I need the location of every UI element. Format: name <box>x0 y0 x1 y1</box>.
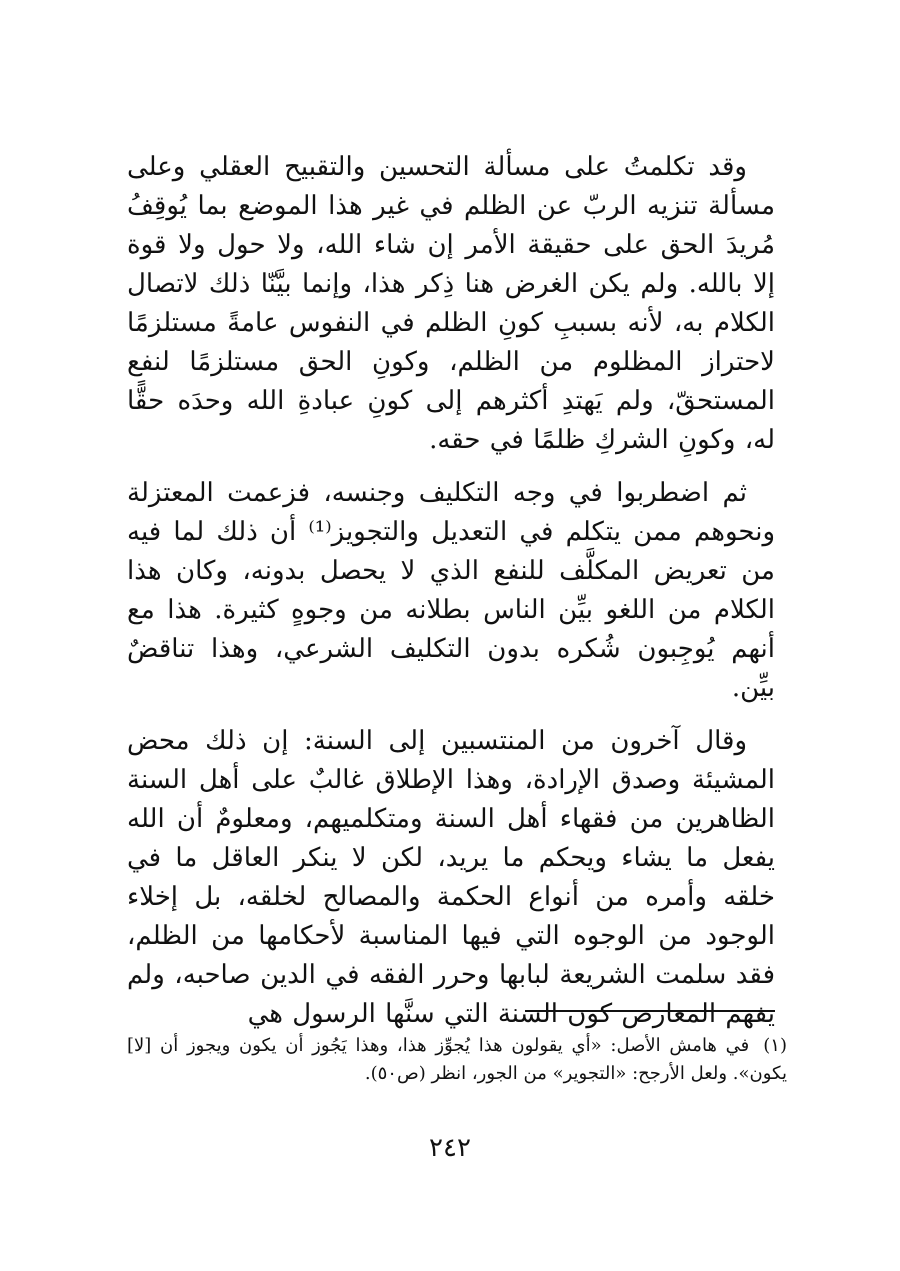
footnote-text: في هامش الأصل: «أي يقولون هذا يُجوِّز هذا، وهذا يَجُوز أن يكون ويجوز أن [لا] يكون». ولعل الأرجح: «التجوير» من الجور، انظر (ص٥٠). <box>127 1035 787 1084</box>
footnote-marker: (١) <box>763 1035 787 1056</box>
paragraph-3: وقال آخرون من المنتسبين إلى السنة: إن ذلك محض المشيئة وصدق الإرادة، وهذا الإطلاق غالبٌ على أهل السنة الظاهرين من فقهاء أهل السنة ومتكلميهم، ومعلومٌ أن الله يفعل ما يشاء ويحكم ما يريد، لكن لا ينكر العاقل ما في خلقه وأمره من أنواع الحكمة والمصالح لخلقه، بل إخلاء الوجود من الوجوه التي فيها المناسبة لأحكامها من الظلم، فقد سلمت الشريعة لبابها وحرر الفقه في الدين صاحبه، ولم يفهم المعارض كون السنة التي سنَّها الرسول هي <box>127 726 775 1029</box>
footnote <box>127 1032 787 1088</box>
paragraph-1: وقد تكلمتُ على مسألة التحسين والتقبيح العقلي وعلى مسألة تنزيه الربّ عن الظلم في غير هذا الموضع بما يُوقِفُ مُريدَ الحق على حقيقة الأمر إن شاء الله، ولا حول ولا قوة إلا بالله. ولم يكن الغرض هنا ذِكر هذا، وإنما بيَّنّا ذلك لاتصال الكلام به، لأنه بسببِ كونِ الظلم في النفوس عامةً مستلزمًا لاحتراز المظلوم من الظلم، وكونِ الحق مستلزمًا لنفع المستحقّ، ولم يَهتدِ أكثرهم إلى كونِ عبادةِ الله وحدَه حقًّا له، وكونِ الشركِ ظلمًا في حقه. <box>127 152 775 455</box>
footnote-separator <box>525 1010 775 1012</box>
main-text <box>127 148 775 1048</box>
page-number: ٢٤٢ <box>429 1133 471 1163</box>
paragraph-2: ثم اضطربوا في وجه التكليف وجنسه، فزعمت المعتزلة ونحوهم ممن يتكلم في التعديل والتجويز⁽¹⁾ أن ذلك لما فيه من تعريض المكلَّف للنفع الذي لا يحصل بدونه، وكان هذا الكلام من اللغو بيِّن الناس بطلانه من وجوهٍ كثيرة. هذا مع أنهم يُوجِبون شُكره بدون التكليف الشرعي، وهذا تناقضٌ بيِّن. <box>127 478 775 703</box>
